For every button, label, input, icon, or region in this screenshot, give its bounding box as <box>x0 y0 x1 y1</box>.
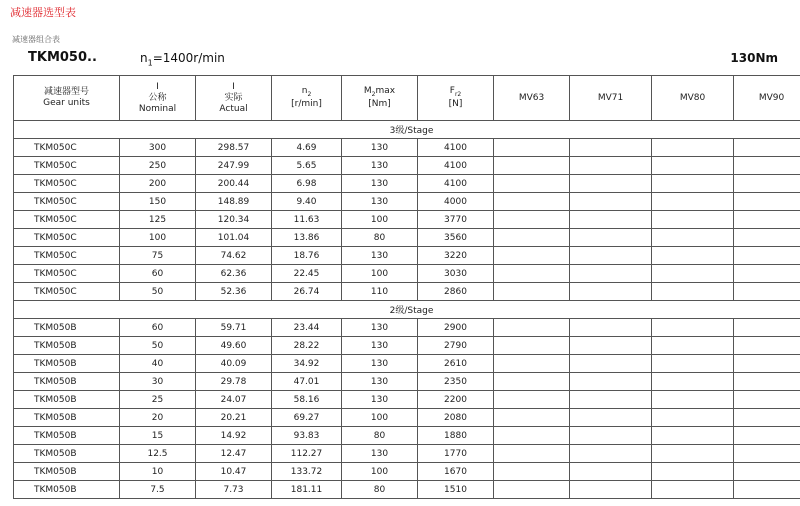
motor-cell <box>494 211 570 229</box>
header-motor-mv90: MV90 <box>734 76 800 121</box>
m2max-cell: 110 <box>342 283 418 301</box>
m2max-cell: 130 <box>342 157 418 175</box>
motor-cell <box>570 265 652 283</box>
m2max-cell: 130 <box>342 355 418 373</box>
i-nominal-cell: 30 <box>120 373 196 391</box>
fr2-cell: 2860 <box>418 283 494 301</box>
header-m2max: $M_2\max$ [Nm] <box>342 76 418 121</box>
motor-cell <box>570 337 652 355</box>
motor-cell <box>570 139 652 157</box>
table-row <box>14 319 800 337</box>
motor-cell <box>734 373 800 391</box>
fr2-cell: 4100 <box>418 139 494 157</box>
table-row <box>14 445 800 463</box>
motor-cell <box>494 355 570 373</box>
m2max-cell: 130 <box>342 175 418 193</box>
table-body <box>14 121 800 499</box>
m2max-cell: 100 <box>342 265 418 283</box>
model-cell: TKM050B <box>14 319 120 337</box>
gear-selection-table <box>13 75 800 499</box>
motor-cell <box>652 283 734 301</box>
model-cell: TKM050C <box>14 283 120 301</box>
model-cell: TKM050C <box>14 157 120 175</box>
table-row <box>14 265 800 283</box>
model-cell: TKM050B <box>14 445 120 463</box>
motor-cell <box>652 427 734 445</box>
motor-cell <box>570 247 652 265</box>
header-i-nominal: I 公称 Nominal <box>120 76 196 121</box>
n2-cell: 4.69 <box>272 139 342 157</box>
i-actual-cell: 148.89 <box>196 193 272 211</box>
i-nominal-cell: 10 <box>120 463 196 481</box>
fr2-cell: 2900 <box>418 319 494 337</box>
motor-cell <box>734 139 800 157</box>
motor-cell <box>570 391 652 409</box>
n2-cell: 23.44 <box>272 319 342 337</box>
motor-cell <box>494 247 570 265</box>
table-row <box>14 175 800 193</box>
m2max-cell: 130 <box>342 193 418 211</box>
fr2-cell: 1510 <box>418 481 494 499</box>
m2max-cell: 100 <box>342 211 418 229</box>
n2-cell: 28.22 <box>272 337 342 355</box>
sub-title: 减速器组合表 <box>12 35 60 44</box>
i-actual-cell: 40.09 <box>196 355 272 373</box>
i-actual-cell: 52.36 <box>196 283 272 301</box>
table-row <box>14 211 800 229</box>
motor-cell <box>494 463 570 481</box>
motor-cell <box>652 463 734 481</box>
m2max-cell: 80 <box>342 427 418 445</box>
table-row <box>14 355 800 373</box>
model-cell: TKM050C <box>14 265 120 283</box>
motor-cell <box>570 157 652 175</box>
table-row <box>14 409 800 427</box>
table-row <box>14 247 800 265</box>
motor-cell <box>652 409 734 427</box>
fr2-cell: 1880 <box>418 427 494 445</box>
header-motor-mv71: MV71 <box>570 76 652 121</box>
model-cell: TKM050B <box>14 337 120 355</box>
table-row <box>14 283 800 301</box>
n2-cell: 133.72 <box>272 463 342 481</box>
model-cell: TKM050C <box>14 139 120 157</box>
stage-label: 3级/Stage <box>14 121 800 139</box>
fr2-cell: 4100 <box>418 175 494 193</box>
n2-cell: 22.45 <box>272 265 342 283</box>
model-cell: TKM050C <box>14 247 120 265</box>
motor-cell <box>652 319 734 337</box>
motor-cell <box>734 193 800 211</box>
n2-cell: 93.83 <box>272 427 342 445</box>
motor-cell <box>570 355 652 373</box>
motor-cell <box>494 409 570 427</box>
motor-cell <box>570 409 652 427</box>
n2-cell: 9.40 <box>272 193 342 211</box>
fr2-cell: 3220 <box>418 247 494 265</box>
stage-label: 2级/Stage <box>14 301 800 319</box>
header-gear-units: 减速器型号 Gear units <box>14 76 120 121</box>
motor-cell <box>570 175 652 193</box>
fr2-cell: 2080 <box>418 409 494 427</box>
motor-cell <box>652 373 734 391</box>
n2-cell: 181.11 <box>272 481 342 499</box>
motor-cell <box>652 337 734 355</box>
motor-cell <box>734 265 800 283</box>
m2max-cell: 130 <box>342 373 418 391</box>
m2max-cell: 130 <box>342 247 418 265</box>
fr2-cell: 2200 <box>418 391 494 409</box>
n2-cell: 18.76 <box>272 247 342 265</box>
stage-row <box>14 301 800 319</box>
i-actual-cell: 29.78 <box>196 373 272 391</box>
input-speed: $n_1=1400r/\min$ <box>140 51 225 68</box>
i-nominal-cell: 50 <box>120 337 196 355</box>
motor-cell <box>494 157 570 175</box>
fr2-cell: 2350 <box>418 373 494 391</box>
motor-cell <box>494 139 570 157</box>
motor-cell <box>570 319 652 337</box>
motor-cell <box>734 229 800 247</box>
motor-cell <box>652 157 734 175</box>
motor-cell <box>570 283 652 301</box>
fr2-cell: 2790 <box>418 337 494 355</box>
i-nominal-cell: 100 <box>120 229 196 247</box>
n2-cell: 26.74 <box>272 283 342 301</box>
model-cell: TKM050C <box>14 193 120 211</box>
motor-cell <box>494 427 570 445</box>
i-actual-cell: 7.73 <box>196 481 272 499</box>
motor-cell <box>494 265 570 283</box>
motor-cell <box>652 175 734 193</box>
i-actual-cell: 200.44 <box>196 175 272 193</box>
motor-cell <box>652 391 734 409</box>
motor-cell <box>494 481 570 499</box>
i-nominal-cell: 60 <box>120 319 196 337</box>
table-row <box>14 193 800 211</box>
motor-cell <box>652 211 734 229</box>
motor-cell <box>494 283 570 301</box>
i-nominal-cell: 250 <box>120 157 196 175</box>
i-nominal-cell: 12.5 <box>120 445 196 463</box>
motor-cell <box>494 445 570 463</box>
motor-cell <box>494 193 570 211</box>
fr2-cell: 1670 <box>418 463 494 481</box>
n2-cell: 6.98 <box>272 175 342 193</box>
table-row <box>14 463 800 481</box>
table-row <box>14 391 800 409</box>
fr2-cell: 4000 <box>418 193 494 211</box>
motor-cell <box>734 211 800 229</box>
table-row <box>14 427 800 445</box>
motor-cell <box>734 283 800 301</box>
i-nominal-cell: 25 <box>120 391 196 409</box>
table-row <box>14 229 800 247</box>
fr2-cell: 3030 <box>418 265 494 283</box>
n2-cell: 112.27 <box>272 445 342 463</box>
model-cell: TKM050B <box>14 373 120 391</box>
motor-cell <box>570 481 652 499</box>
table-header-row <box>14 76 800 121</box>
motor-cell <box>570 427 652 445</box>
motor-cell <box>734 355 800 373</box>
i-actual-cell: 74.62 <box>196 247 272 265</box>
i-actual-cell: 12.47 <box>196 445 272 463</box>
model-cell: TKM050C <box>14 175 120 193</box>
i-nominal-cell: 40 <box>120 355 196 373</box>
motor-cell <box>652 265 734 283</box>
i-actual-cell: 24.07 <box>196 391 272 409</box>
motor-cell <box>734 175 800 193</box>
motor-cell <box>734 319 800 337</box>
i-nominal-cell: 7.5 <box>120 481 196 499</box>
table-row <box>14 337 800 355</box>
model-cell: TKM050C <box>14 229 120 247</box>
i-actual-cell: 120.34 <box>196 211 272 229</box>
header-i-actual: I 实际 Actual <box>196 76 272 121</box>
m2max-cell: 130 <box>342 391 418 409</box>
model-cell: TKM050B <box>14 409 120 427</box>
motor-cell <box>494 175 570 193</box>
n2-cell: 69.27 <box>272 409 342 427</box>
i-nominal-cell: 75 <box>120 247 196 265</box>
header-fr2: $F_{r2}$ [N] <box>418 76 494 121</box>
i-actual-cell: 298.57 <box>196 139 272 157</box>
n2-cell: 13.86 <box>272 229 342 247</box>
motor-cell <box>570 373 652 391</box>
i-nominal-cell: 125 <box>120 211 196 229</box>
table-row <box>14 139 800 157</box>
page-title: 减速器选型表 <box>10 6 76 19</box>
motor-cell <box>494 337 570 355</box>
motor-cell <box>652 229 734 247</box>
motor-cell <box>494 319 570 337</box>
rated-torque: 130Nm <box>730 51 778 65</box>
table-row <box>14 373 800 391</box>
motor-cell <box>652 193 734 211</box>
motor-cell <box>734 481 800 499</box>
n2-cell: 5.65 <box>272 157 342 175</box>
motor-cell <box>652 445 734 463</box>
motor-cell <box>734 157 800 175</box>
fr2-cell: 4100 <box>418 157 494 175</box>
n2-cell: 58.16 <box>272 391 342 409</box>
i-actual-cell: 101.04 <box>196 229 272 247</box>
header-motor-mv80: MV80 <box>652 76 734 121</box>
i-actual-cell: 20.21 <box>196 409 272 427</box>
i-nominal-cell: 60 <box>120 265 196 283</box>
motor-cell <box>652 355 734 373</box>
motor-cell <box>734 445 800 463</box>
table-row <box>14 157 800 175</box>
fr2-cell: 3560 <box>418 229 494 247</box>
motor-cell <box>570 445 652 463</box>
model-cell: TKM050B <box>14 481 120 499</box>
motor-cell <box>734 427 800 445</box>
m2max-cell: 80 <box>342 481 418 499</box>
i-actual-cell: 49.60 <box>196 337 272 355</box>
i-actual-cell: 10.47 <box>196 463 272 481</box>
model-cell: TKM050B <box>14 355 120 373</box>
i-actual-cell: 59.71 <box>196 319 272 337</box>
n2-cell: 11.63 <box>272 211 342 229</box>
motor-cell <box>494 373 570 391</box>
motor-cell <box>570 463 652 481</box>
header-n2: $n_2$ [r/min] <box>272 76 342 121</box>
fr2-cell: 1770 <box>418 445 494 463</box>
m2max-cell: 130 <box>342 319 418 337</box>
i-nominal-cell: 20 <box>120 409 196 427</box>
header-motor-mv63: MV63 <box>494 76 570 121</box>
i-nominal-cell: 200 <box>120 175 196 193</box>
motor-cell <box>570 229 652 247</box>
fr2-cell: 2610 <box>418 355 494 373</box>
motor-cell <box>734 409 800 427</box>
stage-row <box>14 121 800 139</box>
i-nominal-cell: 50 <box>120 283 196 301</box>
model-cell: TKM050B <box>14 391 120 409</box>
i-actual-cell: 62.36 <box>196 265 272 283</box>
motor-cell <box>652 481 734 499</box>
i-actual-cell: 14.92 <box>196 427 272 445</box>
motor-cell <box>734 337 800 355</box>
i-nominal-cell: 300 <box>120 139 196 157</box>
i-actual-cell: 247.99 <box>196 157 272 175</box>
m2max-cell: 100 <box>342 409 418 427</box>
motor-cell <box>570 211 652 229</box>
n2-cell: 34.92 <box>272 355 342 373</box>
model-code: TKM050.. <box>28 50 97 65</box>
motor-cell <box>734 391 800 409</box>
m2max-cell: 130 <box>342 139 418 157</box>
motor-cell <box>494 229 570 247</box>
m2max-cell: 100 <box>342 463 418 481</box>
model-cell: TKM050C <box>14 211 120 229</box>
model-cell: TKM050B <box>14 463 120 481</box>
m2max-cell: 130 <box>342 337 418 355</box>
m2max-cell: 130 <box>342 445 418 463</box>
motor-cell <box>652 139 734 157</box>
model-cell: TKM050B <box>14 427 120 445</box>
i-nominal-cell: 15 <box>120 427 196 445</box>
m2max-cell: 80 <box>342 229 418 247</box>
motor-cell <box>734 247 800 265</box>
table-row <box>14 481 800 499</box>
n2-cell: 47.01 <box>272 373 342 391</box>
motor-cell <box>570 193 652 211</box>
motor-cell <box>652 247 734 265</box>
motor-cell <box>734 463 800 481</box>
motor-cell <box>494 391 570 409</box>
fr2-cell: 3770 <box>418 211 494 229</box>
i-nominal-cell: 150 <box>120 193 196 211</box>
